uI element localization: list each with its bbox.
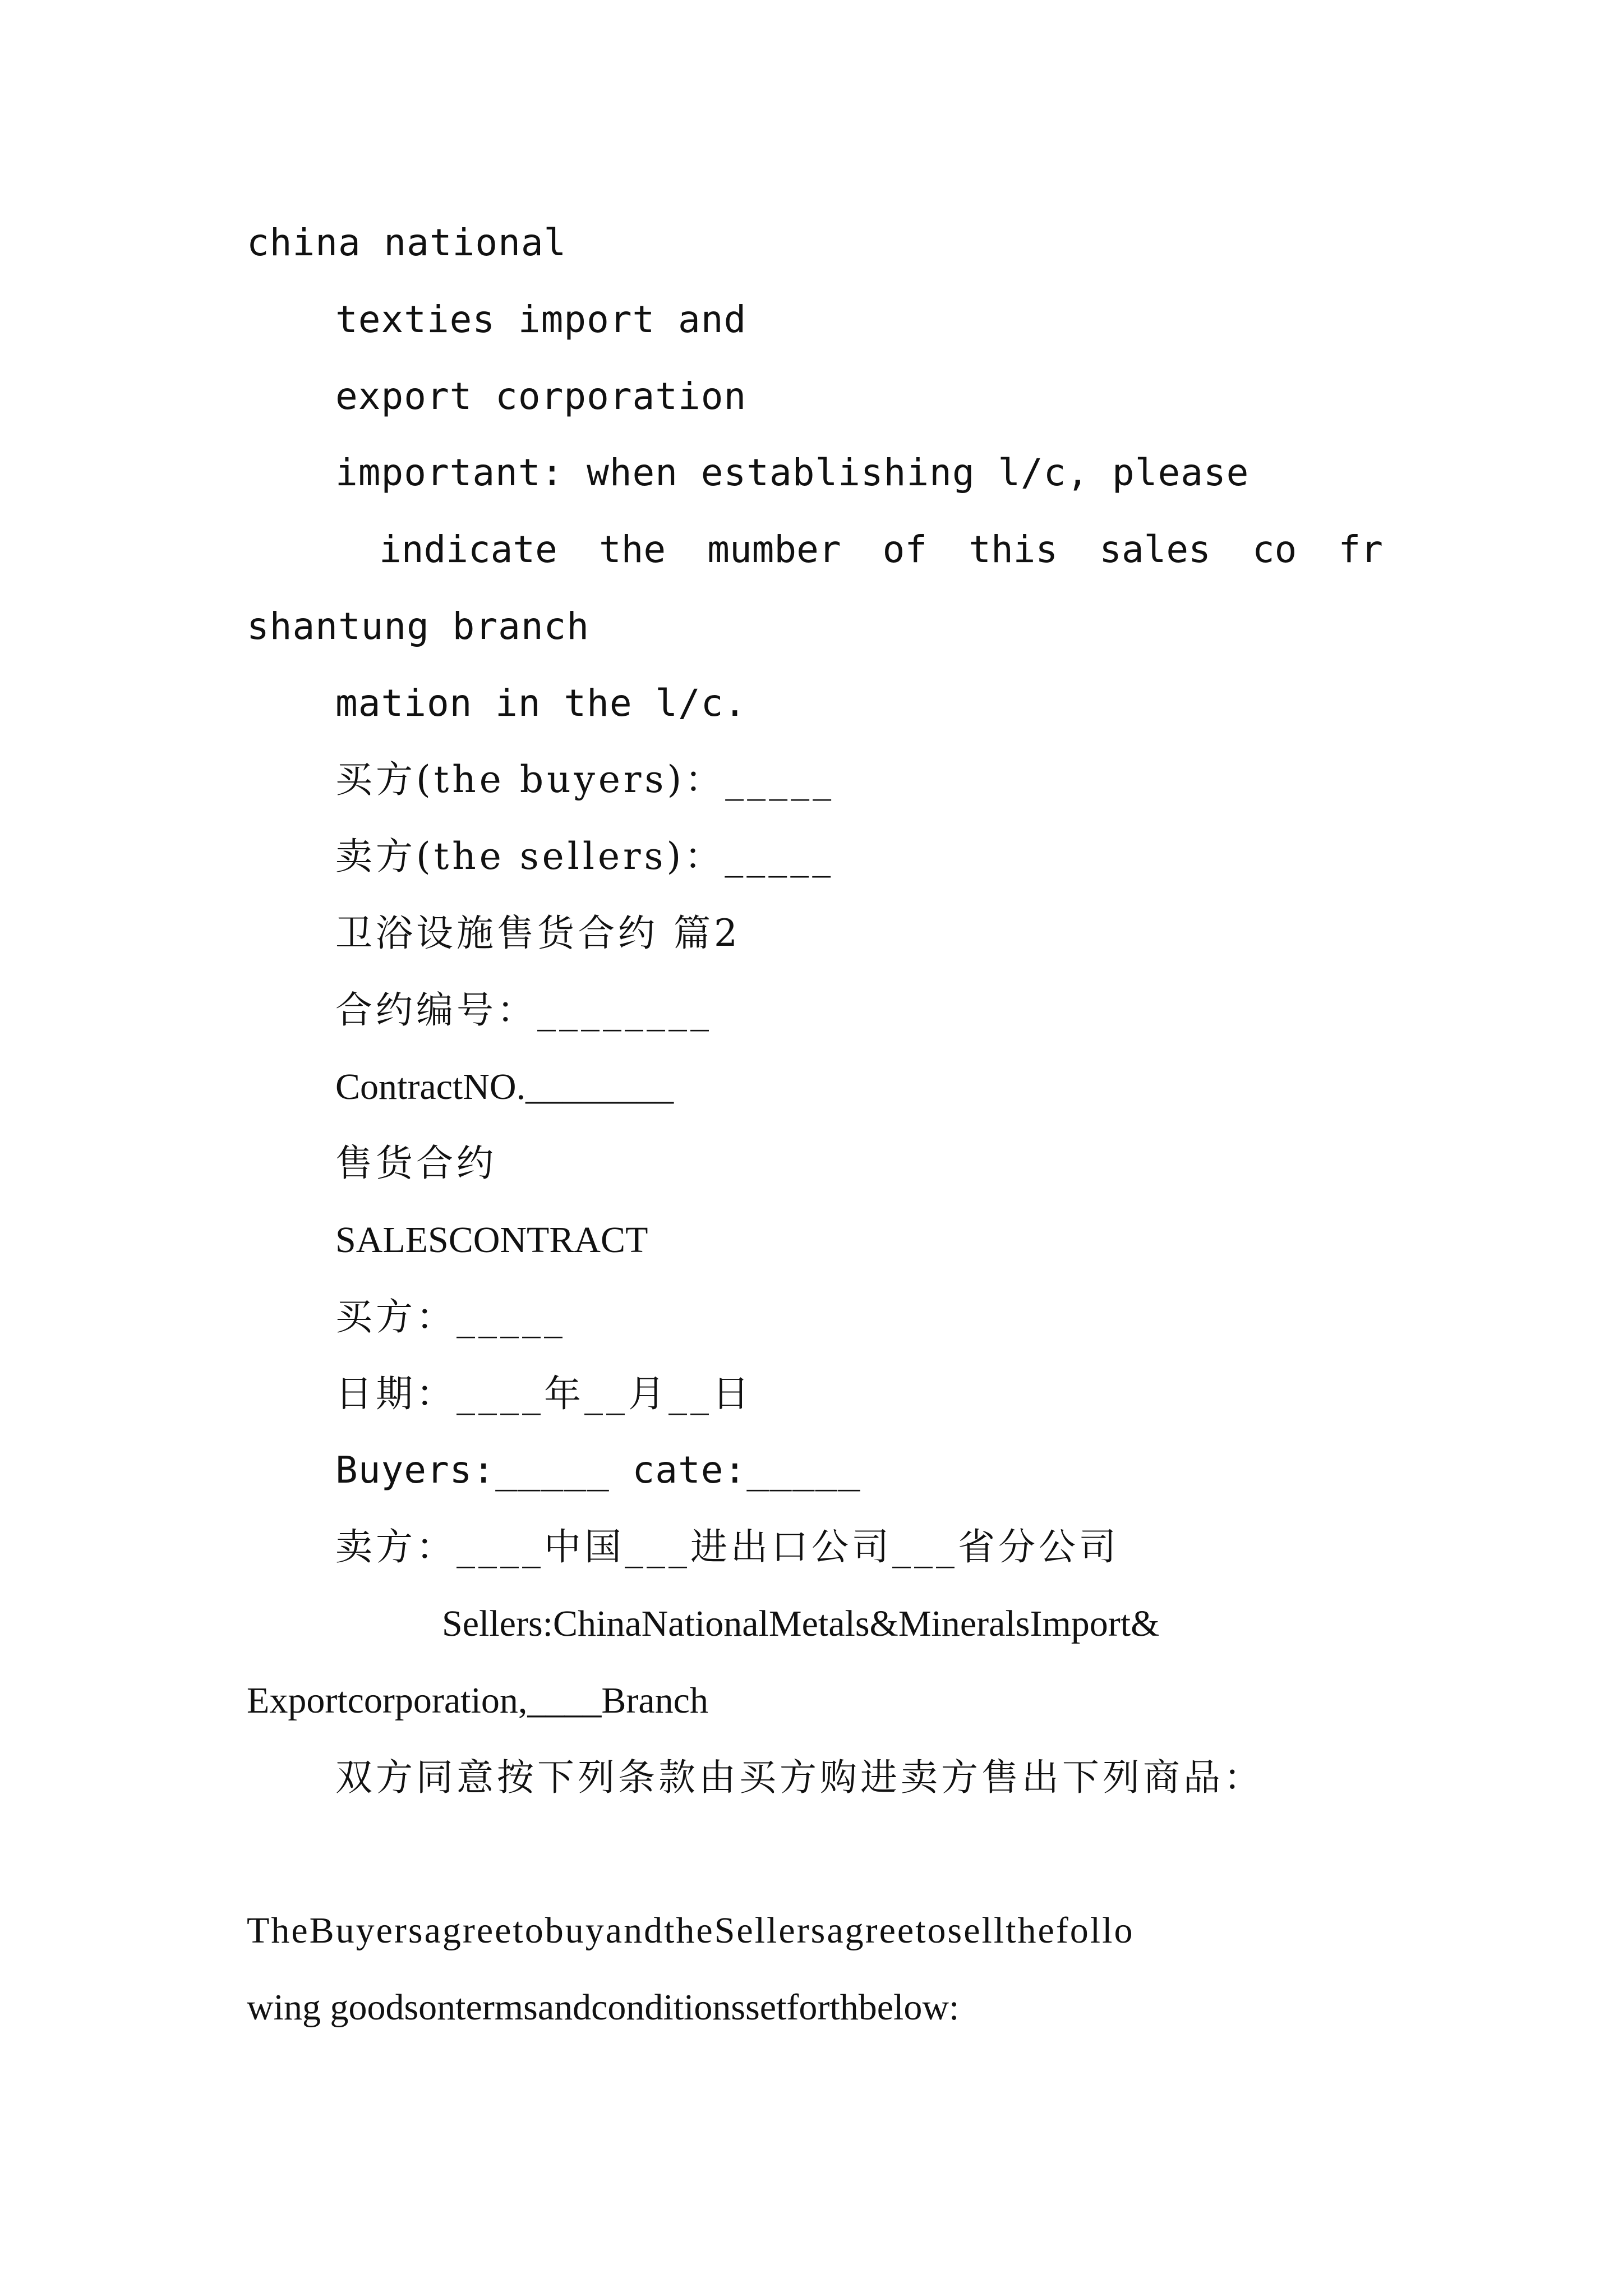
text-line-4: important: when establishing l/c, please (335, 451, 1249, 494)
section-title: 卫浴设施售货合约 篇2 (335, 912, 741, 955)
sellers-en: Sellers:ChinaNationalMetals&MineralsImport& (442, 1603, 1160, 1644)
buyers-line: 买方(the buyers)：_____ (335, 758, 835, 801)
word-6: sales (1099, 528, 1211, 571)
justified-line (379, 528, 1383, 571)
buyers-date-en: Buyers:_____ cate:_____ (335, 1448, 861, 1492)
text-line-1: china national (247, 221, 567, 264)
seller-cn: 卖方：____中国___进出口公司___省分公司 (335, 1525, 1119, 1568)
word-5: this (969, 528, 1058, 571)
buyer-cn: 买方：_____ (335, 1295, 566, 1338)
agreement-en-1: TheBuyersagreetobuyandtheSellersagreetosellthefollo (247, 1910, 1135, 1951)
word-1: indicate (379, 528, 557, 571)
date-cn: 日期：____年__月__日 (335, 1372, 753, 1415)
word-8: fr (1338, 528, 1383, 571)
sales-contract-en: SALESCONTRACT (335, 1220, 648, 1260)
agreement-cn: 双方同意按下列条款由买方购进卖方售出下列商品： (335, 1756, 1264, 1799)
contract-number-cn: 合约编号：________ (335, 988, 712, 1032)
word-7: co (1252, 528, 1297, 571)
text-line-3: export corporation (335, 375, 747, 418)
text-line-5: shantung branch (247, 605, 590, 648)
text-line-2: texties import and (335, 298, 747, 341)
export-corp-en: Exportcorporation,____Branch (247, 1680, 708, 1721)
sellers-line: 卖方(the sellers)：_____ (335, 835, 834, 878)
contract-number-en: ContractNO.________ (335, 1066, 674, 1107)
sales-contract-cn: 售货合约 (335, 1142, 497, 1185)
word-2: the (598, 528, 666, 571)
word-4: of (882, 528, 928, 571)
word-3: mumber (707, 528, 841, 571)
agreement-en-2: wing goodsontermsandconditionssetforthbelow: (247, 1987, 960, 2028)
text-line-6: mation in the l/c. (335, 682, 747, 725)
